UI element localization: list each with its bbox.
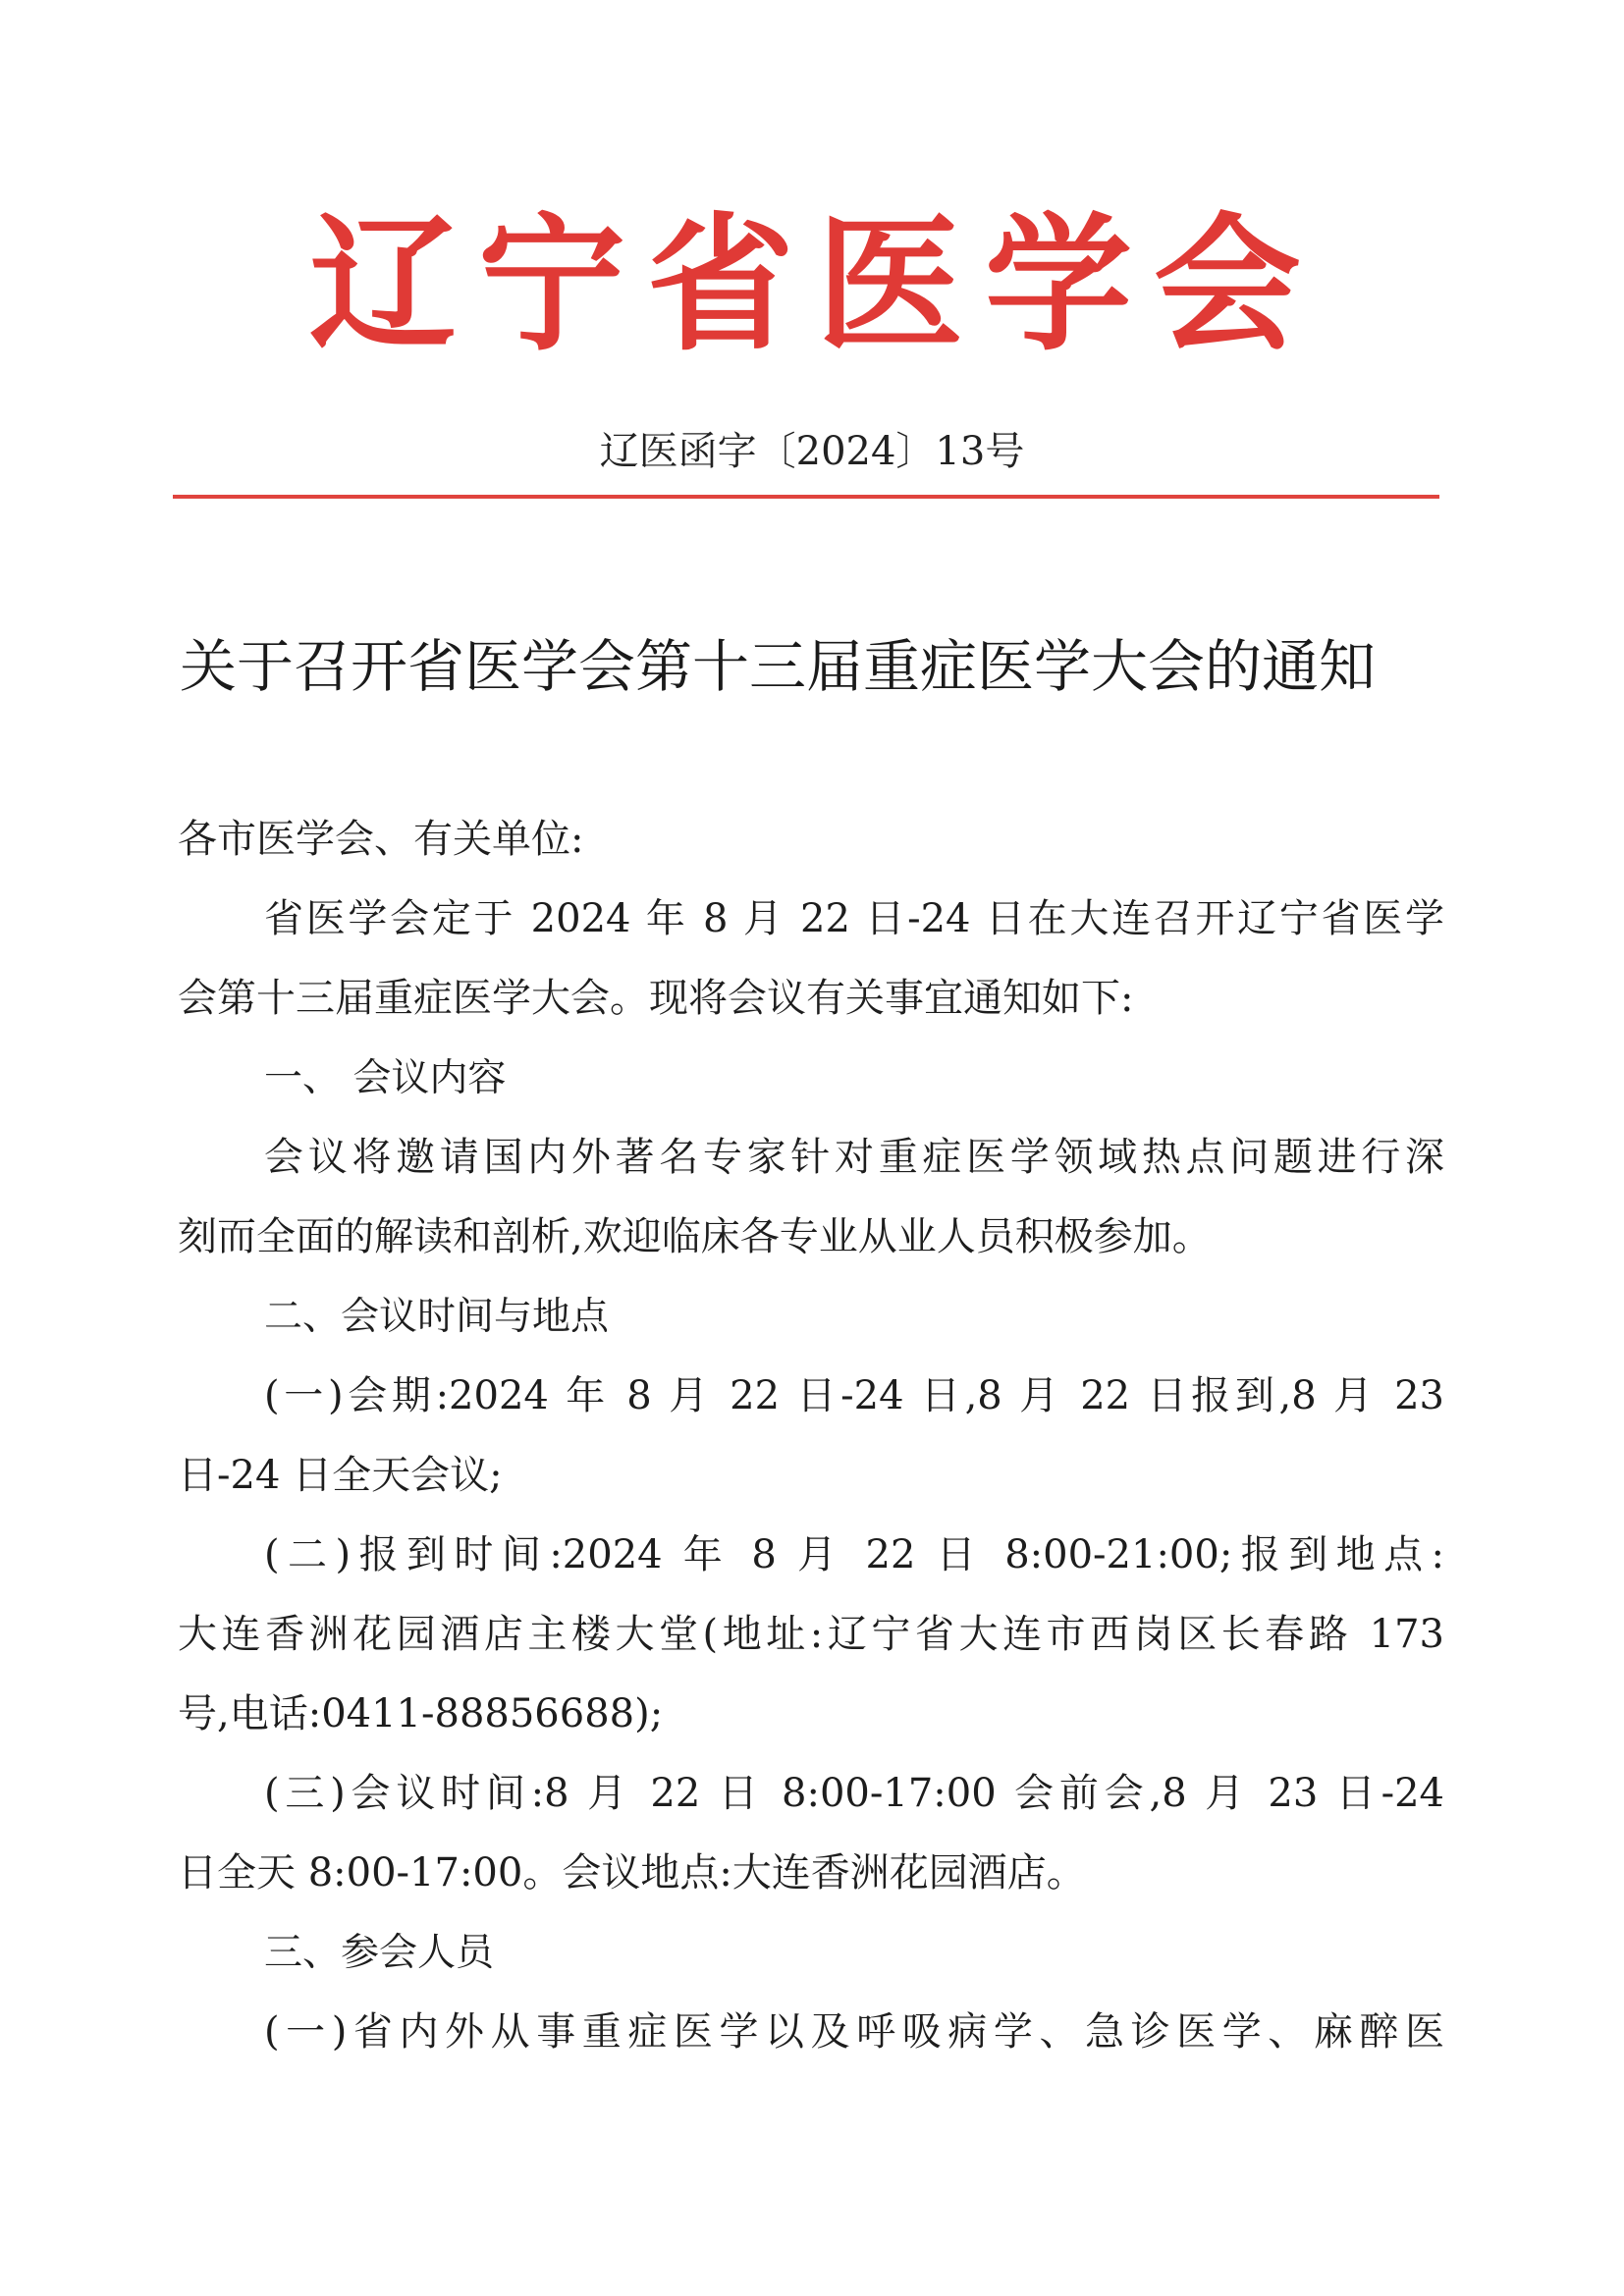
- paragraph-line: 日全天 8:00-17:00。会议地点:大连香洲花园酒店。: [178, 1850, 1086, 1896]
- section-heading: 三、参会人员: [264, 1931, 495, 1975]
- section-heading: 一、 会议内容: [264, 1056, 507, 1100]
- notice-title: 关于召开省医学会第十三届重症医学大会的通知: [180, 633, 1377, 700]
- org-char: 宁: [477, 198, 625, 371]
- intro-line: 会第十三届重症医学大会。现将会议有关事宜通知如下:: [178, 976, 1134, 1021]
- salutation: 各市医学会、有关单位:: [178, 817, 584, 862]
- org-char: 辽: [309, 198, 458, 371]
- org-char: 学: [984, 198, 1132, 371]
- notice-body: [178, 800, 1444, 2072]
- paragraph-line: 号,电话:0411-88856688);: [178, 1691, 664, 1736]
- red-divider-line: [173, 495, 1439, 499]
- intro-line: 省医学会定于 2024 年 8 月 22 日-24 日在大连召开辽宁省医学: [264, 896, 1444, 941]
- org-char: 医: [815, 198, 963, 371]
- paragraph-line: (一)会期:2024 年 8 月 22 日-24 日,8 月 22 日报到,8 月 23: [264, 1373, 1444, 1418]
- paragraph-line: 会议将邀请国内外著名专家针对重症医学领域热点问题进行深: [264, 1135, 1444, 1180]
- paragraph-line: (一)省内外从事重症医学以及呼吸病学、急诊医学、麻醉医: [264, 2009, 1444, 2055]
- paragraph-line: 大连香洲花园酒店主楼大堂(地址:辽宁省大连市西岗区长春路 173: [178, 1612, 1444, 1657]
- section-heading: 二、会议时间与地点: [264, 1295, 610, 1339]
- document-number: 辽医函字〔2024〕13号: [599, 429, 1025, 474]
- organization-red-header: [309, 198, 1301, 371]
- org-char: 省: [646, 198, 794, 371]
- paragraph-line: 日-24 日全天会议;: [178, 1453, 503, 1498]
- paragraph-line: (三)会议时间:8 月 22 日 8:00-17:00 会前会,8 月 23 日-24: [264, 1771, 1444, 1816]
- paragraph-line: 刻而全面的解读和剖析,欢迎临床各专业从业人员积极参加。: [178, 1214, 1212, 1259]
- paragraph-line: (二)报到时间:2024 年 8 月 22 日 8:00-21:00;报到地点:: [264, 1532, 1444, 1577]
- org-char: 会: [1153, 198, 1301, 371]
